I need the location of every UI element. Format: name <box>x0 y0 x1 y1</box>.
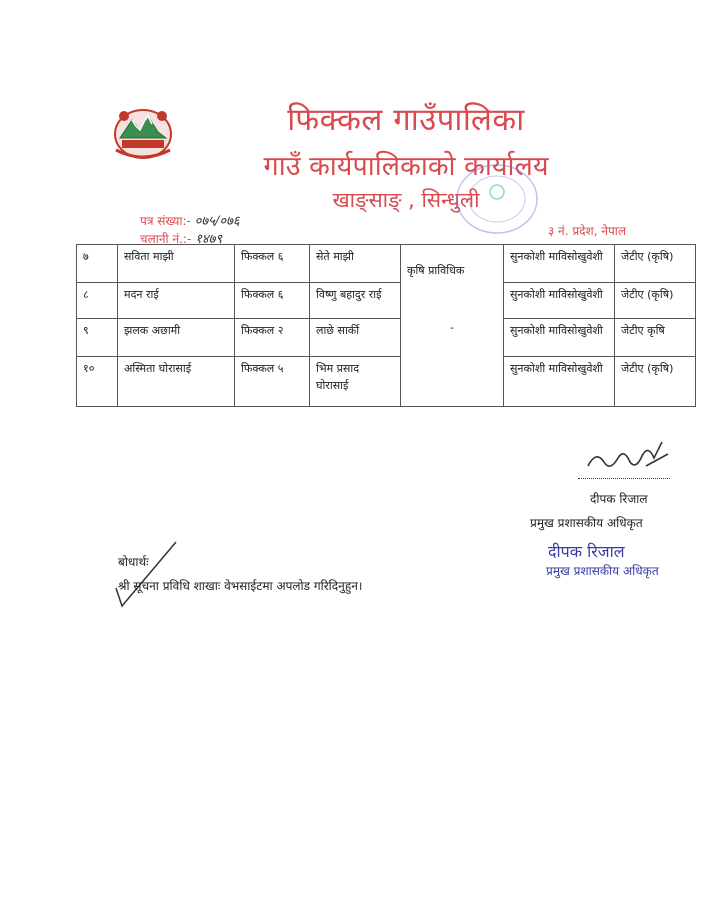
cell-name: सविता माझी <box>118 245 235 283</box>
cell-guardian: लाछे सार्की <box>310 319 401 357</box>
table-row <box>77 245 696 283</box>
cell-guardian: भिम प्रसाद घोरासाई <box>310 357 401 407</box>
cell-address: फिक्कल ६ <box>235 245 310 283</box>
cell-name: मदन राई <box>118 283 235 319</box>
tick-mark-icon <box>112 540 182 610</box>
province: ३ नं. प्रदेश, नेपाल <box>548 224 627 238</box>
cell-name: अस्मिता घोरासाई <box>118 357 235 407</box>
cell-school: सुनकोशी माविसोखुवेशी <box>504 319 615 357</box>
dispatch-number-label: चलानी नं.:- <box>140 232 192 246</box>
cell-position: जेटीए (कृषि) <box>615 357 696 407</box>
signature-scribble-icon <box>582 436 672 482</box>
signature-dotted-line <box>578 478 670 479</box>
cell-address: फिक्कल ५ <box>235 357 310 407</box>
office-subtitle: गाउँ कार्यपालिकाको कार्यालय <box>263 151 549 182</box>
cc-label: बोधार्थः <box>118 555 149 569</box>
cell-sn: १० <box>77 357 118 407</box>
cell-school: सुनकोशी माविसोखुवेशी <box>504 357 615 407</box>
letter-number-label: पत्र संख्या:- <box>140 214 191 228</box>
cell-subject <box>401 245 504 407</box>
table-row <box>77 283 696 319</box>
cell-sn: ८ <box>77 283 118 319</box>
subject-dash: - <box>450 321 454 334</box>
cell-school: सुनकोशी माविसोखुवेशी <box>504 283 615 319</box>
cell-guardian: सेते माझी <box>310 245 401 283</box>
signatory-name: दीपक रिजाल <box>590 492 648 506</box>
office-location: खाङ्साङ् , सिन्धुली <box>332 188 480 212</box>
signatory-title: प्रमुख प्रशासकीय अधिकृत <box>530 516 643 530</box>
cell-sn: ९ <box>77 319 118 357</box>
dispatch-number-value: १४७९ <box>195 232 223 247</box>
cell-name: झलक अछामी <box>118 319 235 357</box>
office-stamp-icon <box>452 160 542 238</box>
subject-text: कृषि प्राविधिक <box>407 264 465 277</box>
stamp-title: प्रमुख प्रशासकीय अधिकृत <box>546 564 659 578</box>
table-row <box>77 319 696 357</box>
cell-address: फिक्कल २ <box>235 319 310 357</box>
cell-sn: ७ <box>77 245 118 283</box>
cell-address: फिक्कल ६ <box>235 283 310 319</box>
cell-school: सुनकोशी माविसोखुवेशी <box>504 245 615 283</box>
cc-recipient: श्री सूचना प्रविधि शाखाः वेभसाईटमा अपलोड गरिदिनुहुन। <box>118 579 363 593</box>
letter-number-value: ०७५/०७६ <box>194 214 240 229</box>
staff-table <box>76 244 696 407</box>
cell-guardian: विष्णु बहादुर राई <box>310 283 401 319</box>
cell-position: जेटीए (कृषि) <box>615 283 696 319</box>
stamp-name: दीपक रिजाल <box>548 542 625 561</box>
cell-position: जेटीए कृषि <box>615 319 696 357</box>
cell-position: जेटीए (कृषि) <box>615 245 696 283</box>
office-name: फिक्कल गाउँपालिका <box>287 102 525 138</box>
table-row <box>77 357 696 407</box>
letter-number <box>140 211 240 229</box>
